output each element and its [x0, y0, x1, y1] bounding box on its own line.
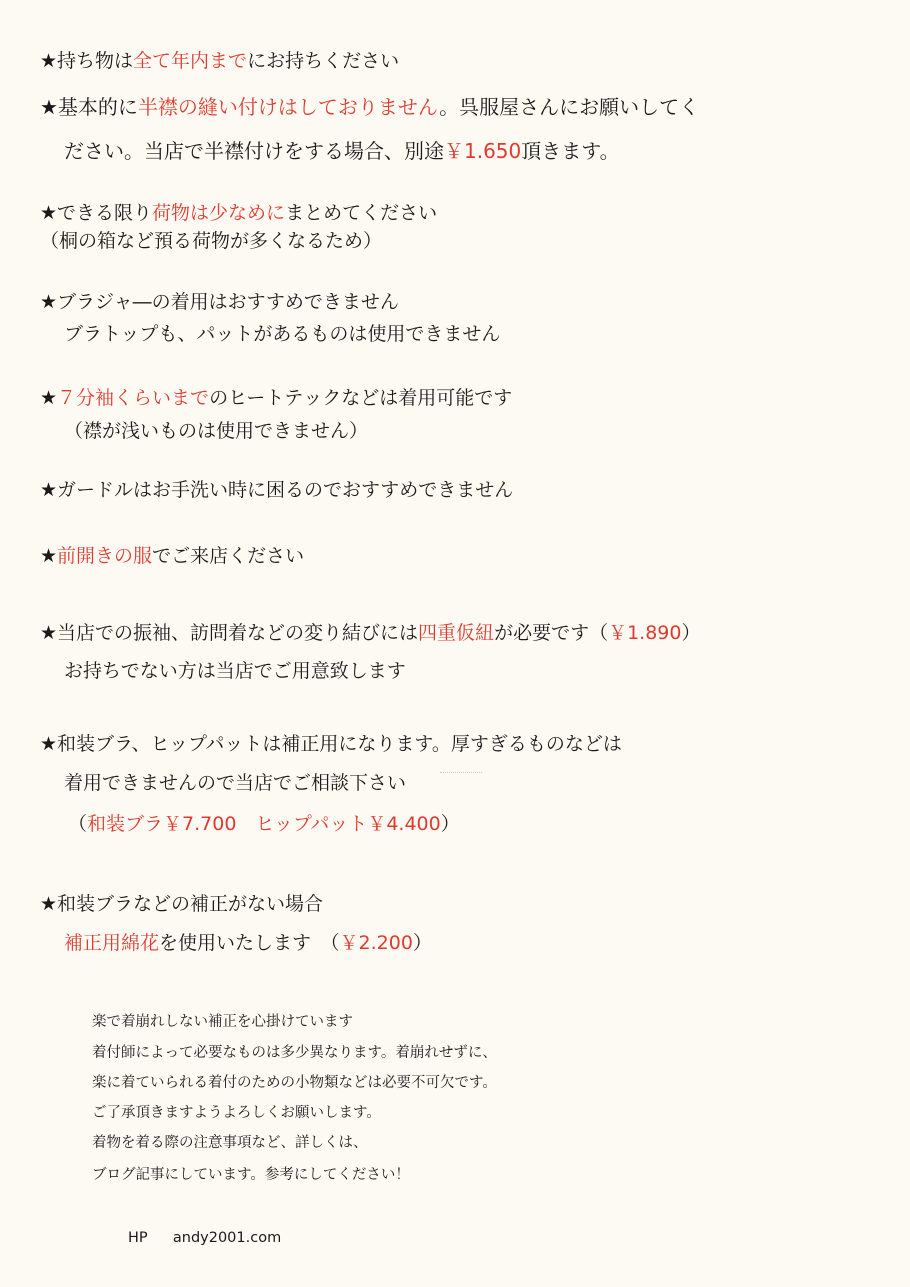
message-line-3: 楽に着ていられる着付のための小物類などは必要不可欠です。	[92, 1075, 497, 1091]
note-line-9: （襟が浅いものは使用できません）	[64, 420, 369, 442]
message-line-6: ブログ記事にしています。参考にしてください！	[92, 1167, 410, 1183]
note-line-15: 着用できませんので当店でご相談下さい	[64, 772, 407, 794]
note-line-17: ★和装ブラなどの補正がない場合	[40, 893, 324, 915]
note-line-16: （和装ブラ￥7.700 ヒップパット￥4.400）	[68, 813, 460, 835]
note-line-1: ★持ち物は全て年内までにお持ちください	[40, 50, 400, 72]
note-line-11: ★前開きの服でご来店ください	[40, 545, 305, 567]
message-line-4: ご了承頂きますようよろしくお願いします。	[92, 1105, 381, 1121]
footer-homepage	[128, 1231, 281, 1246]
note-line-5: （桐の箱など預る荷物が多くなるため）	[40, 230, 383, 252]
footer-url: andy2001.com	[172, 1230, 282, 1246]
dotted-rule	[440, 772, 482, 773]
note-line-2: ★基本的に半襟の縫い付けはしておりません。呉服屋さんにお願いしてく	[40, 95, 700, 119]
message-line-5: 着物を着る際の注意事項など、詳しくは、	[92, 1135, 368, 1151]
note-line-14: ★和装ブラ、ヒップパットは補正用になります。厚すぎるものなどは	[40, 733, 622, 755]
note-line-7: ブラトップも、パットがあるものは使用できません	[64, 323, 501, 345]
note-line-3: ださい。当店で半襟付けをする場合、別途￥1.650頂きます。	[64, 139, 620, 163]
note-line-4: ★できる限り荷物は少なめにまとめてください	[40, 202, 438, 224]
footer-label: HP	[128, 1230, 148, 1246]
note-line-8: ★７分袖くらいまでのヒートテックなどは着用可能です	[40, 387, 513, 409]
note-line-13: お持ちでない方は当店でご用意致します	[64, 660, 406, 682]
message-line-2: 着付師によって必要なものは多少異なります。着崩れせずに、	[92, 1045, 497, 1061]
note-line-18: 補正用綿花を使用いたします （￥2.200）	[64, 932, 432, 954]
note-line-6: ★ブラジャ―の着用はおすすめできません	[40, 291, 399, 313]
message-line-1: 楽で着崩れしない補正を心掛けています	[92, 1014, 353, 1030]
note-line-10: ★ガードルはお手洗い時に困るのでおすすめできません	[40, 479, 514, 501]
note-line-12: ★当店での振袖、訪問着などの変り結びには四重仮紐が必要です（￥1.890）	[40, 622, 701, 644]
